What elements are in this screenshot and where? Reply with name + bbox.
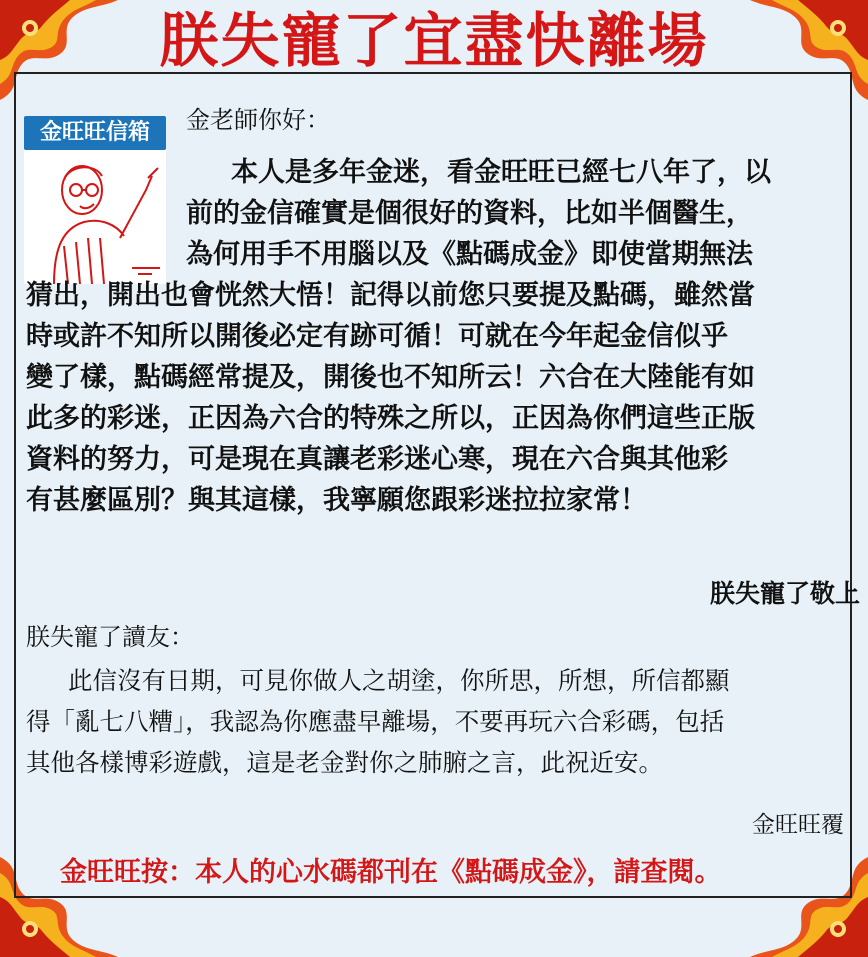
page-title: 朕失寵了宜盡快離場 (159, 6, 709, 75)
letter-signature: 朕失寵了敬上 (709, 579, 860, 608)
editor-note: 金旺旺按：本人的心水碼都刊在《點碼成金》，請查閱。 (60, 857, 722, 888)
reply-addressee: 朕失寵了讀友： (26, 623, 194, 651)
letter-line: 變了樣，點碼經常提及，開後也不知所云！六合在大陸能有如 (26, 362, 755, 393)
letter-line: 此多的彩迷，正因為六合的特殊之所以，正因為你們這些正版 (26, 403, 755, 434)
letter-line: 本人是多年金迷，看金旺旺已經七八年了，以 (231, 157, 771, 188)
reply-signature: 金旺旺覆 (752, 812, 844, 838)
reply-line: 此信沒有日期，可見你做人之胡塗，你所思，所想，所信都顯 (68, 666, 730, 695)
reader-letter (26, 152, 856, 521)
letter-line: 時或許不知所以開後必定有跡可循！可就在今年起金信似乎 (26, 321, 728, 352)
letter-line: 資料的努力，可是現在真讓老彩迷心寒，現在六合與其他彩 (26, 444, 728, 475)
letter-line: 有甚麼區別？與其這樣，我寧願您跟彩迷拉拉家常！ (26, 485, 647, 516)
letter-line: 前的金信確實是個很好的資料，比如半個醫生， (186, 198, 753, 229)
reply-line: 其他各樣博彩遊戲，這是老金對你之肺腑之言，此祝近安。 (26, 748, 663, 777)
letter-line: 為何用手不用腦以及《點碼成金》即使當期無法 (186, 239, 753, 270)
letter-line: 猜出，開出也會恍然大悟！記得以前您只要提及點碼，雖然當 (26, 280, 755, 311)
mailbox-badge: 金旺旺信箱 (24, 116, 166, 150)
letter-greeting: 金老師你好： (186, 106, 330, 134)
reply-line: 得「亂七八糟」，我認為你應盡早離場，不要再玩六合彩碼，包括 (26, 707, 725, 736)
editor-reply (26, 660, 856, 783)
